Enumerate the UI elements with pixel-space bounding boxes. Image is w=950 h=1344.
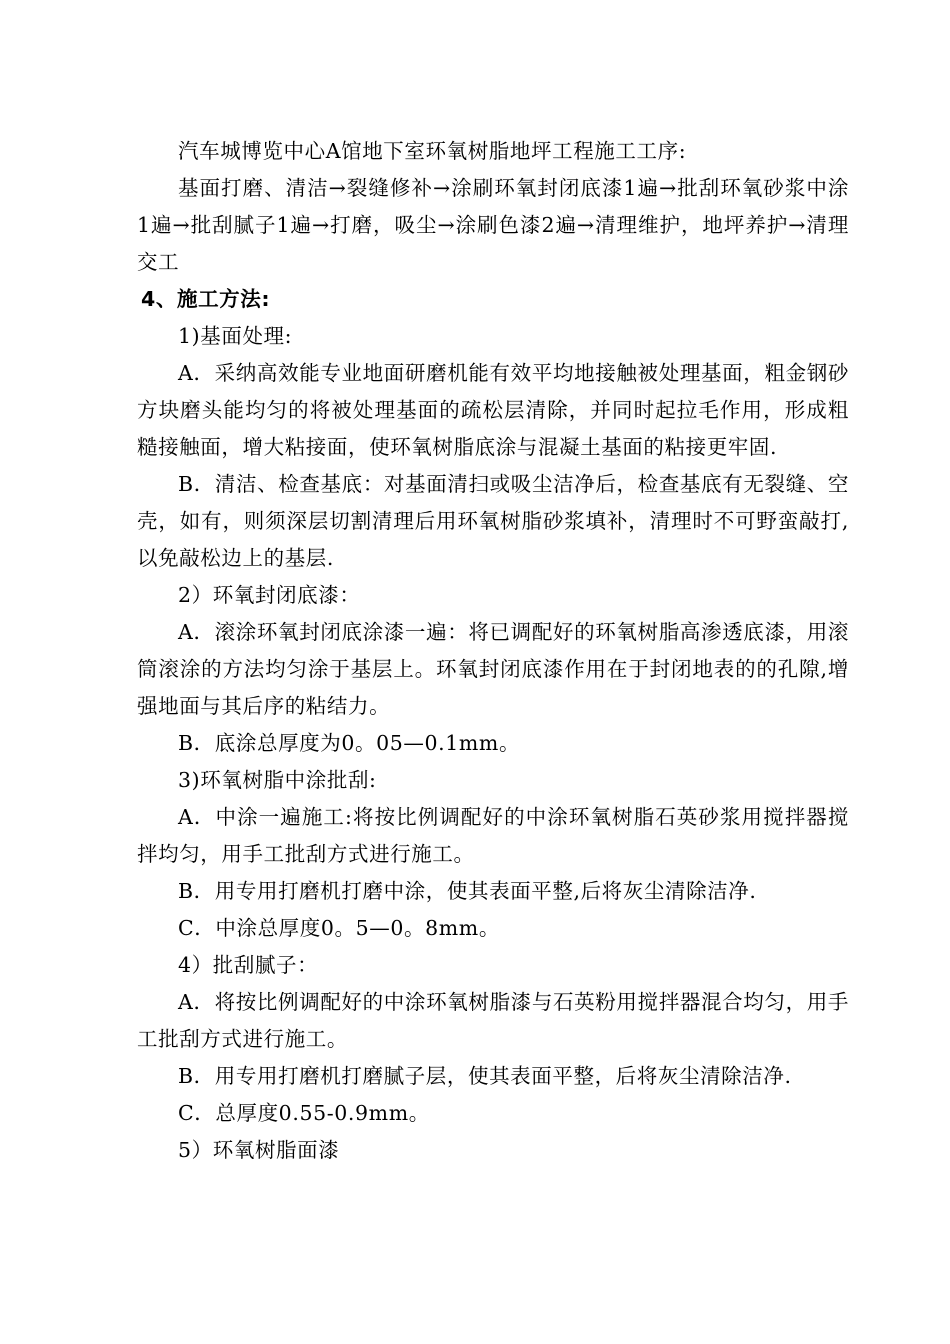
intro-title: 汽车城博览中心A馆地下室环氧树脂地坪工程施工工序: [178,139,687,163]
subsection-1-item-b: B．清洁、检查基底：对基面清扫或吸尘洁净后，检查基底有无裂缝、空壳，如有，则须深层切割清理后用环氧树脂砂浆填补，清理时不可野蛮敲打,以免敲松边上的基层. [137,472,849,570]
subsection-1-item-a: A．采纳高效能专业地面研磨机能有效平均地接触被处理基面，粗金钢砂方块磨头能均匀的将被处理基面的疏松层清除，并同时起拉毛作用，形成粗糙接触面，增大粘接面，使环氧树脂底涂与混凝土基面的粘接更牢固. [137,361,849,459]
document-body [137,133,849,1169]
subsection-2-title: 2）环氧封闭底漆： [178,583,361,607]
process-flow-paragraph: 基面打磨、清洁→裂缝修补→涂刷环氧封闭底漆1遍→批刮环氧砂浆中涂1遍→批刮腻子1遍→打磨，吸尘→涂刷色漆2遍→清理维护，地坪养护→清理交工 [137,176,849,274]
section-4-heading: 4、施工方法: [141,287,271,311]
subsection-4-item-c: C．总厚度0.55-0.9mm。 [178,1101,430,1125]
subsection-3-item-b: B．用专用打磨机打磨中涂，使其表面平整,后将灰尘清除洁净. [178,879,757,903]
subsection-4-item-a: A．将按比例调配好的中涂环氧树脂漆与石英粉用搅拌器混合均匀，用手工批刮方式进行施工。 [137,990,849,1051]
subsection-3-item-c: C．中涂总厚度0。5—0。8mm。 [178,916,500,940]
subsection-1-title: 1)基面处理: [178,324,293,348]
subsection-4-title: 4）批刮腻子： [178,953,319,977]
subsection-2-item-b: B．底涂总厚度为0。05—0.1mm。 [178,731,521,755]
subsection-3-item-a: A．中涂一遍施工:将按比例调配好的中涂环氧树脂石英砂浆用搅拌器搅拌均匀，用手工批刮方式进行施工。 [137,805,849,866]
subsection-5-title: 5）环氧树脂面漆 [178,1138,340,1162]
subsection-4-item-b: B．用专用打磨机打磨腻子层，使其表面平整，后将灰尘清除洁净. [178,1064,792,1088]
subsection-3-title: 3)环氧树脂中涂批刮: [178,768,377,792]
subsection-2-item-a: A．滚涂环氧封闭底涂漆一遍：将已调配好的环氧树脂高渗透底漆，用滚筒滚涂的方法均匀涂于基层上。环氧封闭底漆作用在于封闭地表的的孔隙,增强地面与其后序的粘结力。 [137,620,849,718]
